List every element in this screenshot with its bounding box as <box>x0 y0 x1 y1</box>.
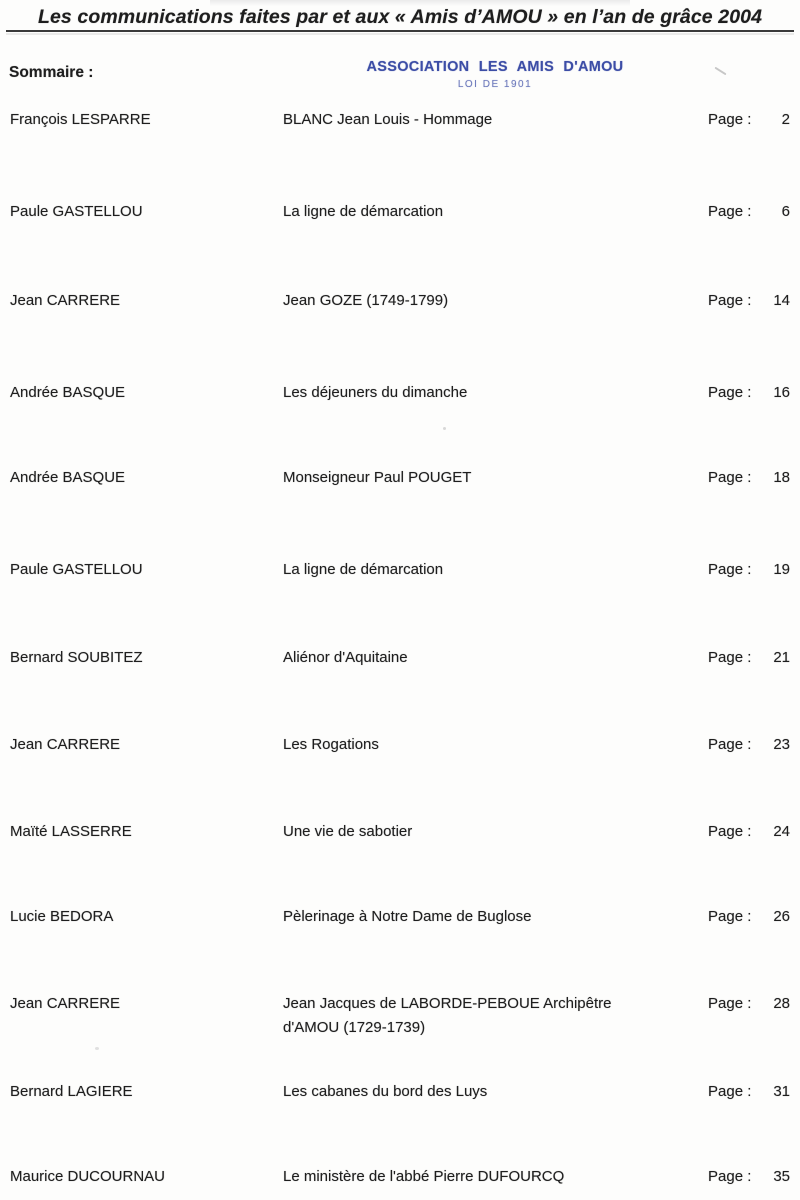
scan-speck <box>714 67 726 76</box>
page-number: 14 <box>773 292 790 309</box>
entry-title: Jean Jacques de LABORDE-PEBOUE Archipêtre d'AMOU (1729-1739) <box>283 995 612 1036</box>
page-number: 2 <box>781 111 790 128</box>
page-number: 26 <box>773 908 790 925</box>
author-name: Lucie BEDORA <box>10 908 114 925</box>
page-label: Page : <box>708 384 752 401</box>
page-label: Page : <box>708 111 752 128</box>
stamp-association-name: ASSOCIATION LES AMIS D'AMOU <box>366 59 624 75</box>
page-label: Page : <box>708 736 752 753</box>
page-cell <box>708 646 790 669</box>
page-label: Page : <box>708 292 752 309</box>
page-cell <box>708 992 790 1015</box>
scan-speck <box>95 1047 99 1050</box>
author-name: Paule GASTELLOU <box>10 561 143 578</box>
author-name: Andrée BASQUE <box>10 469 126 486</box>
author-name: Bernard LAGIERE <box>10 1083 133 1100</box>
entry-title: La ligne de démarcation <box>283 561 444 578</box>
entry-title: Les déjeuners du dimanche <box>283 384 468 401</box>
page-label: Page : <box>708 1083 752 1100</box>
page-number: 6 <box>781 203 790 220</box>
page-number: 16 <box>773 384 790 401</box>
page-cell <box>708 905 790 928</box>
page-cell <box>708 200 790 223</box>
document-title: Les communications faites par et aux « Amis d’AMOU » en l’an de grâce 2004 <box>37 6 763 28</box>
page-cell <box>708 1165 790 1188</box>
sommaire-label: Sommaire : <box>9 64 94 81</box>
page-label: Page : <box>708 561 752 578</box>
entry-title: La ligne de démarcation <box>283 203 444 220</box>
page-number: 28 <box>773 995 790 1012</box>
author-name: Maïté LASSERRE <box>10 823 132 840</box>
page-cell <box>708 1080 790 1103</box>
page-number: 19 <box>773 561 790 578</box>
page-label: Page : <box>708 995 752 1012</box>
page-cell <box>708 558 790 581</box>
stamp-law-line: LOI DE 1901 <box>457 78 533 90</box>
page-label: Page : <box>708 1168 752 1185</box>
page-number: 31 <box>773 1083 790 1100</box>
entry-title: BLANC Jean Louis - Hommage <box>283 111 493 128</box>
scan-speck <box>443 427 446 430</box>
page-label: Page : <box>708 469 752 486</box>
page-label: Page : <box>708 908 752 925</box>
entry-title: Les Rogations <box>283 736 379 753</box>
author-name: Jean CARRERE <box>10 292 121 309</box>
author-name: François LESPARRE <box>10 111 151 128</box>
entry-title: Les cabanes du bord des Luys <box>283 1083 488 1100</box>
page-label: Page : <box>708 823 752 840</box>
entry-title: Jean GOZE (1749-1799) <box>283 292 449 309</box>
page-number: 18 <box>773 469 790 486</box>
page-number: 23 <box>773 736 790 753</box>
author-name: Jean CARRERE <box>10 995 121 1012</box>
page-cell <box>708 108 790 131</box>
entry-title: Pèlerinage à Notre Dame de Buglose <box>283 908 532 925</box>
page-cell <box>708 289 790 312</box>
author-name: Andrée BASQUE <box>10 384 126 401</box>
title-underline-rule <box>6 30 794 32</box>
page-cell <box>708 381 790 404</box>
page-cell <box>708 466 790 489</box>
author-name: Paule GASTELLOU <box>10 203 143 220</box>
entry-title: Le ministère de l'abbé Pierre DUFOURCQ <box>283 1168 565 1185</box>
page-cell <box>708 820 790 843</box>
entry-title: Monseigneur Paul POUGET <box>283 469 472 486</box>
page-label: Page : <box>708 203 752 220</box>
association-stamp <box>320 60 670 90</box>
author-name: Maurice DUCOURNAU <box>10 1168 166 1185</box>
page-cell <box>708 733 790 756</box>
author-name: Bernard SOUBITEZ <box>10 649 143 666</box>
page-number: 35 <box>773 1168 790 1185</box>
entry-title: Une vie de sabotier <box>283 823 413 840</box>
entry-title: Aliénor d'Aquitaine <box>283 649 408 666</box>
page-label: Page : <box>708 649 752 666</box>
author-name: Jean CARRERE <box>10 736 121 753</box>
page-number: 21 <box>773 649 790 666</box>
page-number: 24 <box>773 823 790 840</box>
